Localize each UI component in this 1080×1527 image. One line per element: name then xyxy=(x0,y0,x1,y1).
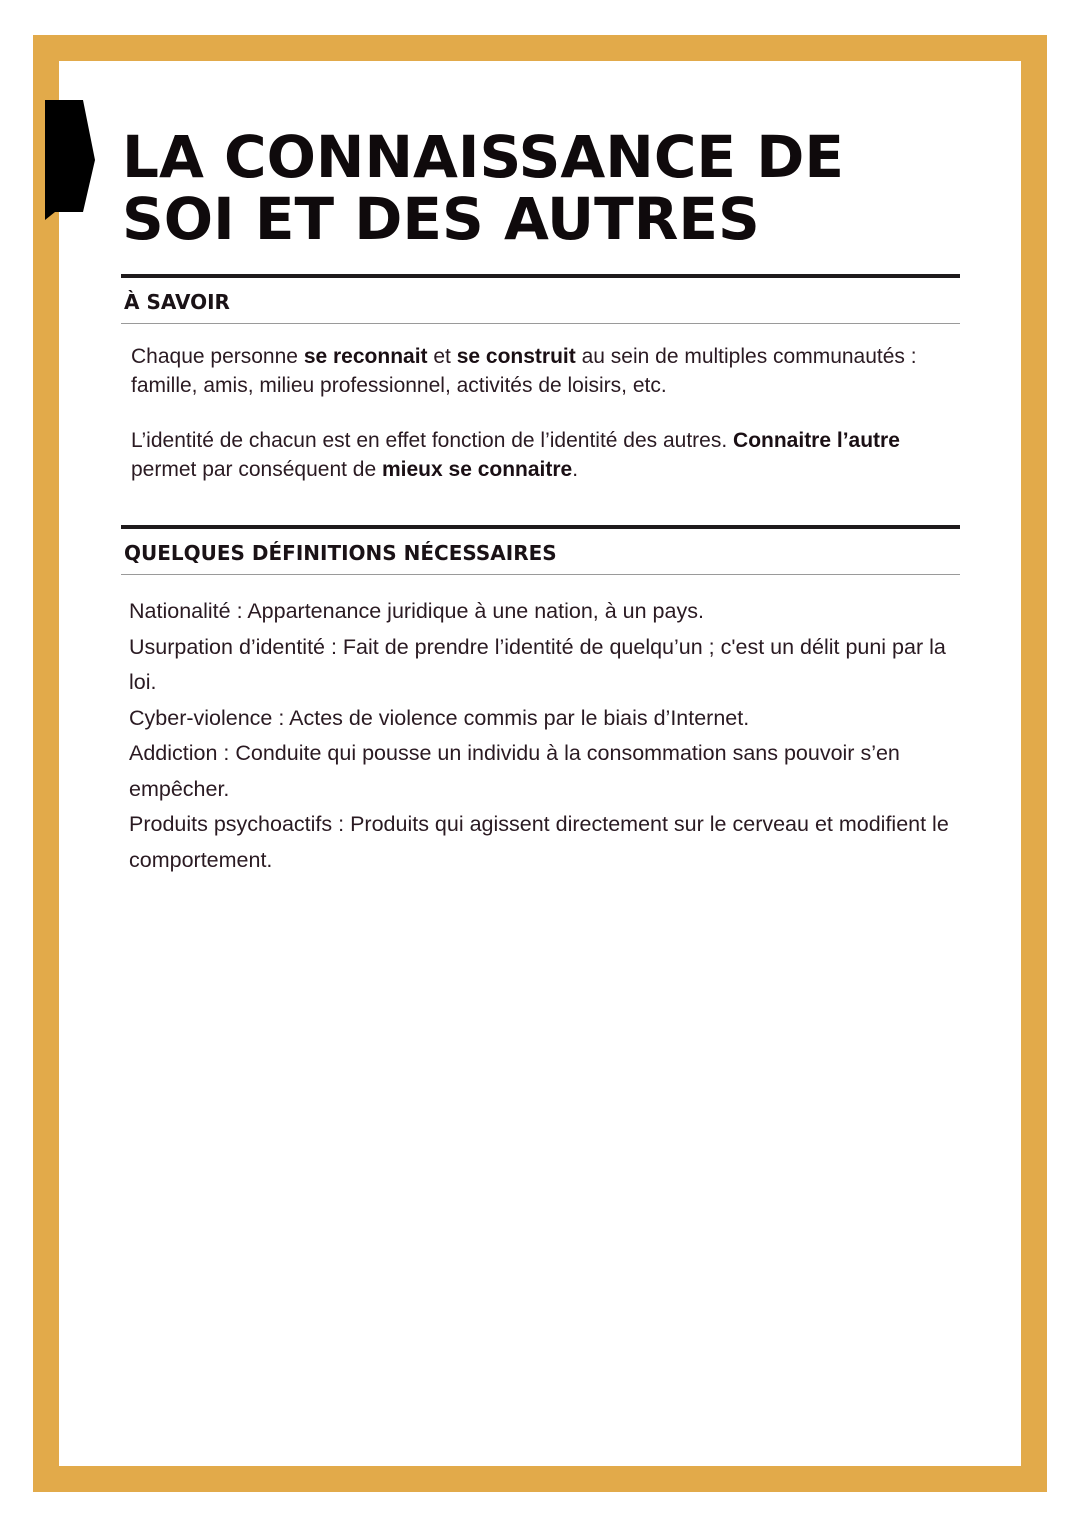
section-divider-thick xyxy=(121,525,960,529)
section-divider-thick xyxy=(121,274,960,278)
text-span: . xyxy=(572,457,579,481)
definition-item: Usurpation d’identité : Fait de prendre l’identité de quelqu’un ; c'est un délit puni par la loi. xyxy=(129,634,946,694)
text-span: Chaque personne xyxy=(131,345,304,368)
text-span: et xyxy=(427,345,457,368)
definition-item: Addiction : Conduite qui pousse un individu à la consommation sans pouvoir s’en empêcher. xyxy=(129,741,900,801)
definition-item: Nationalité : Appartenance juridique à une nation, à un pays. xyxy=(129,599,704,623)
section-heading-definitions: QUELQUES DÉFINITIONS NÉCESSAIRES xyxy=(124,541,557,565)
definition-item: Cyber-violence : Actes de violence commis par le biais d’Internet. xyxy=(129,705,750,730)
section-divider-thin xyxy=(121,323,960,324)
section-divider-thin xyxy=(121,574,960,575)
text-span: permet par conséquent de xyxy=(131,457,382,481)
chapter-marker-icon xyxy=(45,100,97,220)
text-span: L’identité de chacun est en effet fonction de l’identité des autres. xyxy=(131,429,734,452)
bold-span: se construit xyxy=(456,345,576,368)
savoir-paragraph-2 xyxy=(131,427,951,484)
savoir-paragraph-1 xyxy=(131,343,951,400)
page-title xyxy=(122,123,962,253)
savoir-body xyxy=(131,343,951,511)
text-span: au sein de multiples communautés : famille, amis, milieu professionnel, activités de loisirs, etc. xyxy=(131,345,917,397)
title-line-1: LA CONNAISSANCE DE xyxy=(122,123,844,191)
bold-span: Connaitre l’autre xyxy=(733,429,900,452)
title-line-2: SOI ET DES AUTRES xyxy=(122,185,760,253)
section-heading-savoir: À SAVOIR xyxy=(124,290,230,314)
bold-span: mieux se connaitre xyxy=(382,457,573,481)
definitions-list xyxy=(129,594,955,878)
bold-span: se reconnait xyxy=(303,345,428,368)
definition-item: Produits psychoactifs : Produits qui agissent directement sur le cerveau et modifient le comportement. xyxy=(129,812,949,872)
